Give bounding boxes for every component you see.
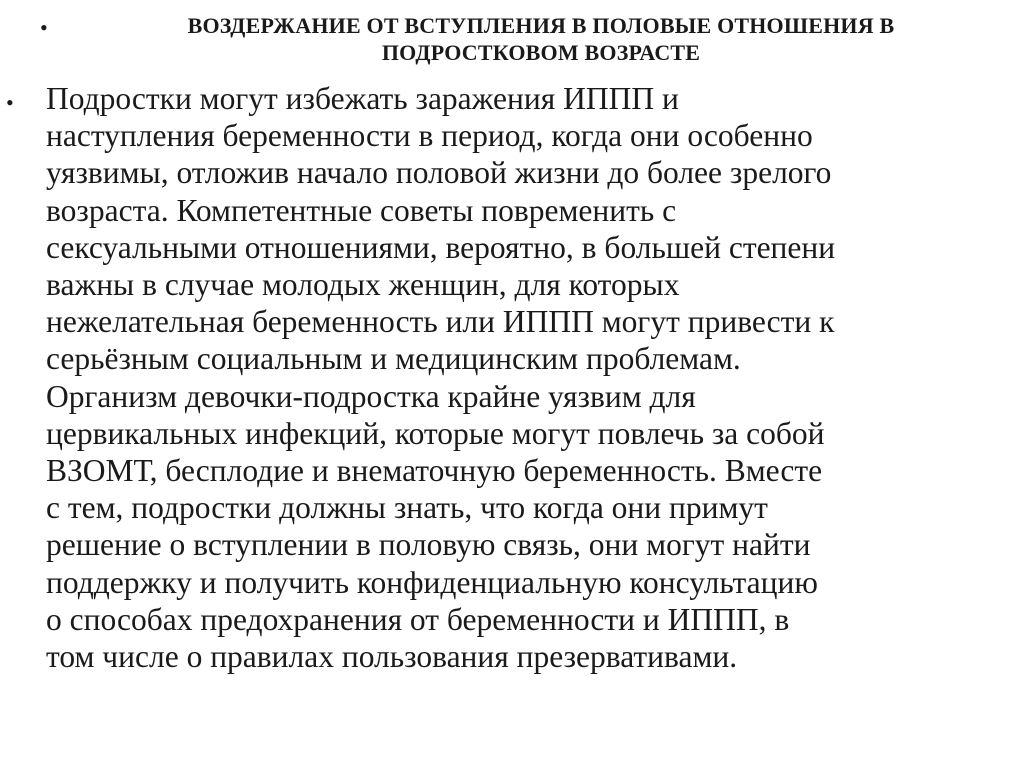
slide-body-text: Подростки могут избежать заражения ИППП и наступления беременности в период, когда они особенно уязвимы, отложив начало половой жизни до более зрелого возраста. Компетентные советы повременить с сексуальными отношениями, вероятно, в большей степени важны в случае молодых женщин, для которых нежелательная беременность или ИППП могут привести к серьёзным социальным и медицинским проблемам. Организм девочки-подростка крайне уязвим для цервикальных инфекций, которые могут повлечь за собой ВЗОМТ, бесплодие и внематочную беременность. Вместе с тем, подростки должны знать, что когда они примут решение о вступлении в половую связь, они могут найти поддержку и получить конфиденциальную консультацию о способах предохранения от беременности и ИППП, в том числе о правилах пользования презервативами. bbox=[46, 81, 836, 675]
title-bullet-icon: • bbox=[40, 15, 48, 40]
body-bullet-icon: • bbox=[6, 90, 14, 115]
slide-title-block bbox=[40, 12, 1000, 66]
slide-body-block bbox=[6, 80, 1016, 675]
slide-title: ВОЗДЕРЖАНИЕ ОТ ВСТУПЛЕНИЯ В ПОЛОВЫЕ ОТНОШЕНИЯ В ПОДРОСТКОВОМ ВОЗРАСТЕ bbox=[187, 13, 895, 65]
